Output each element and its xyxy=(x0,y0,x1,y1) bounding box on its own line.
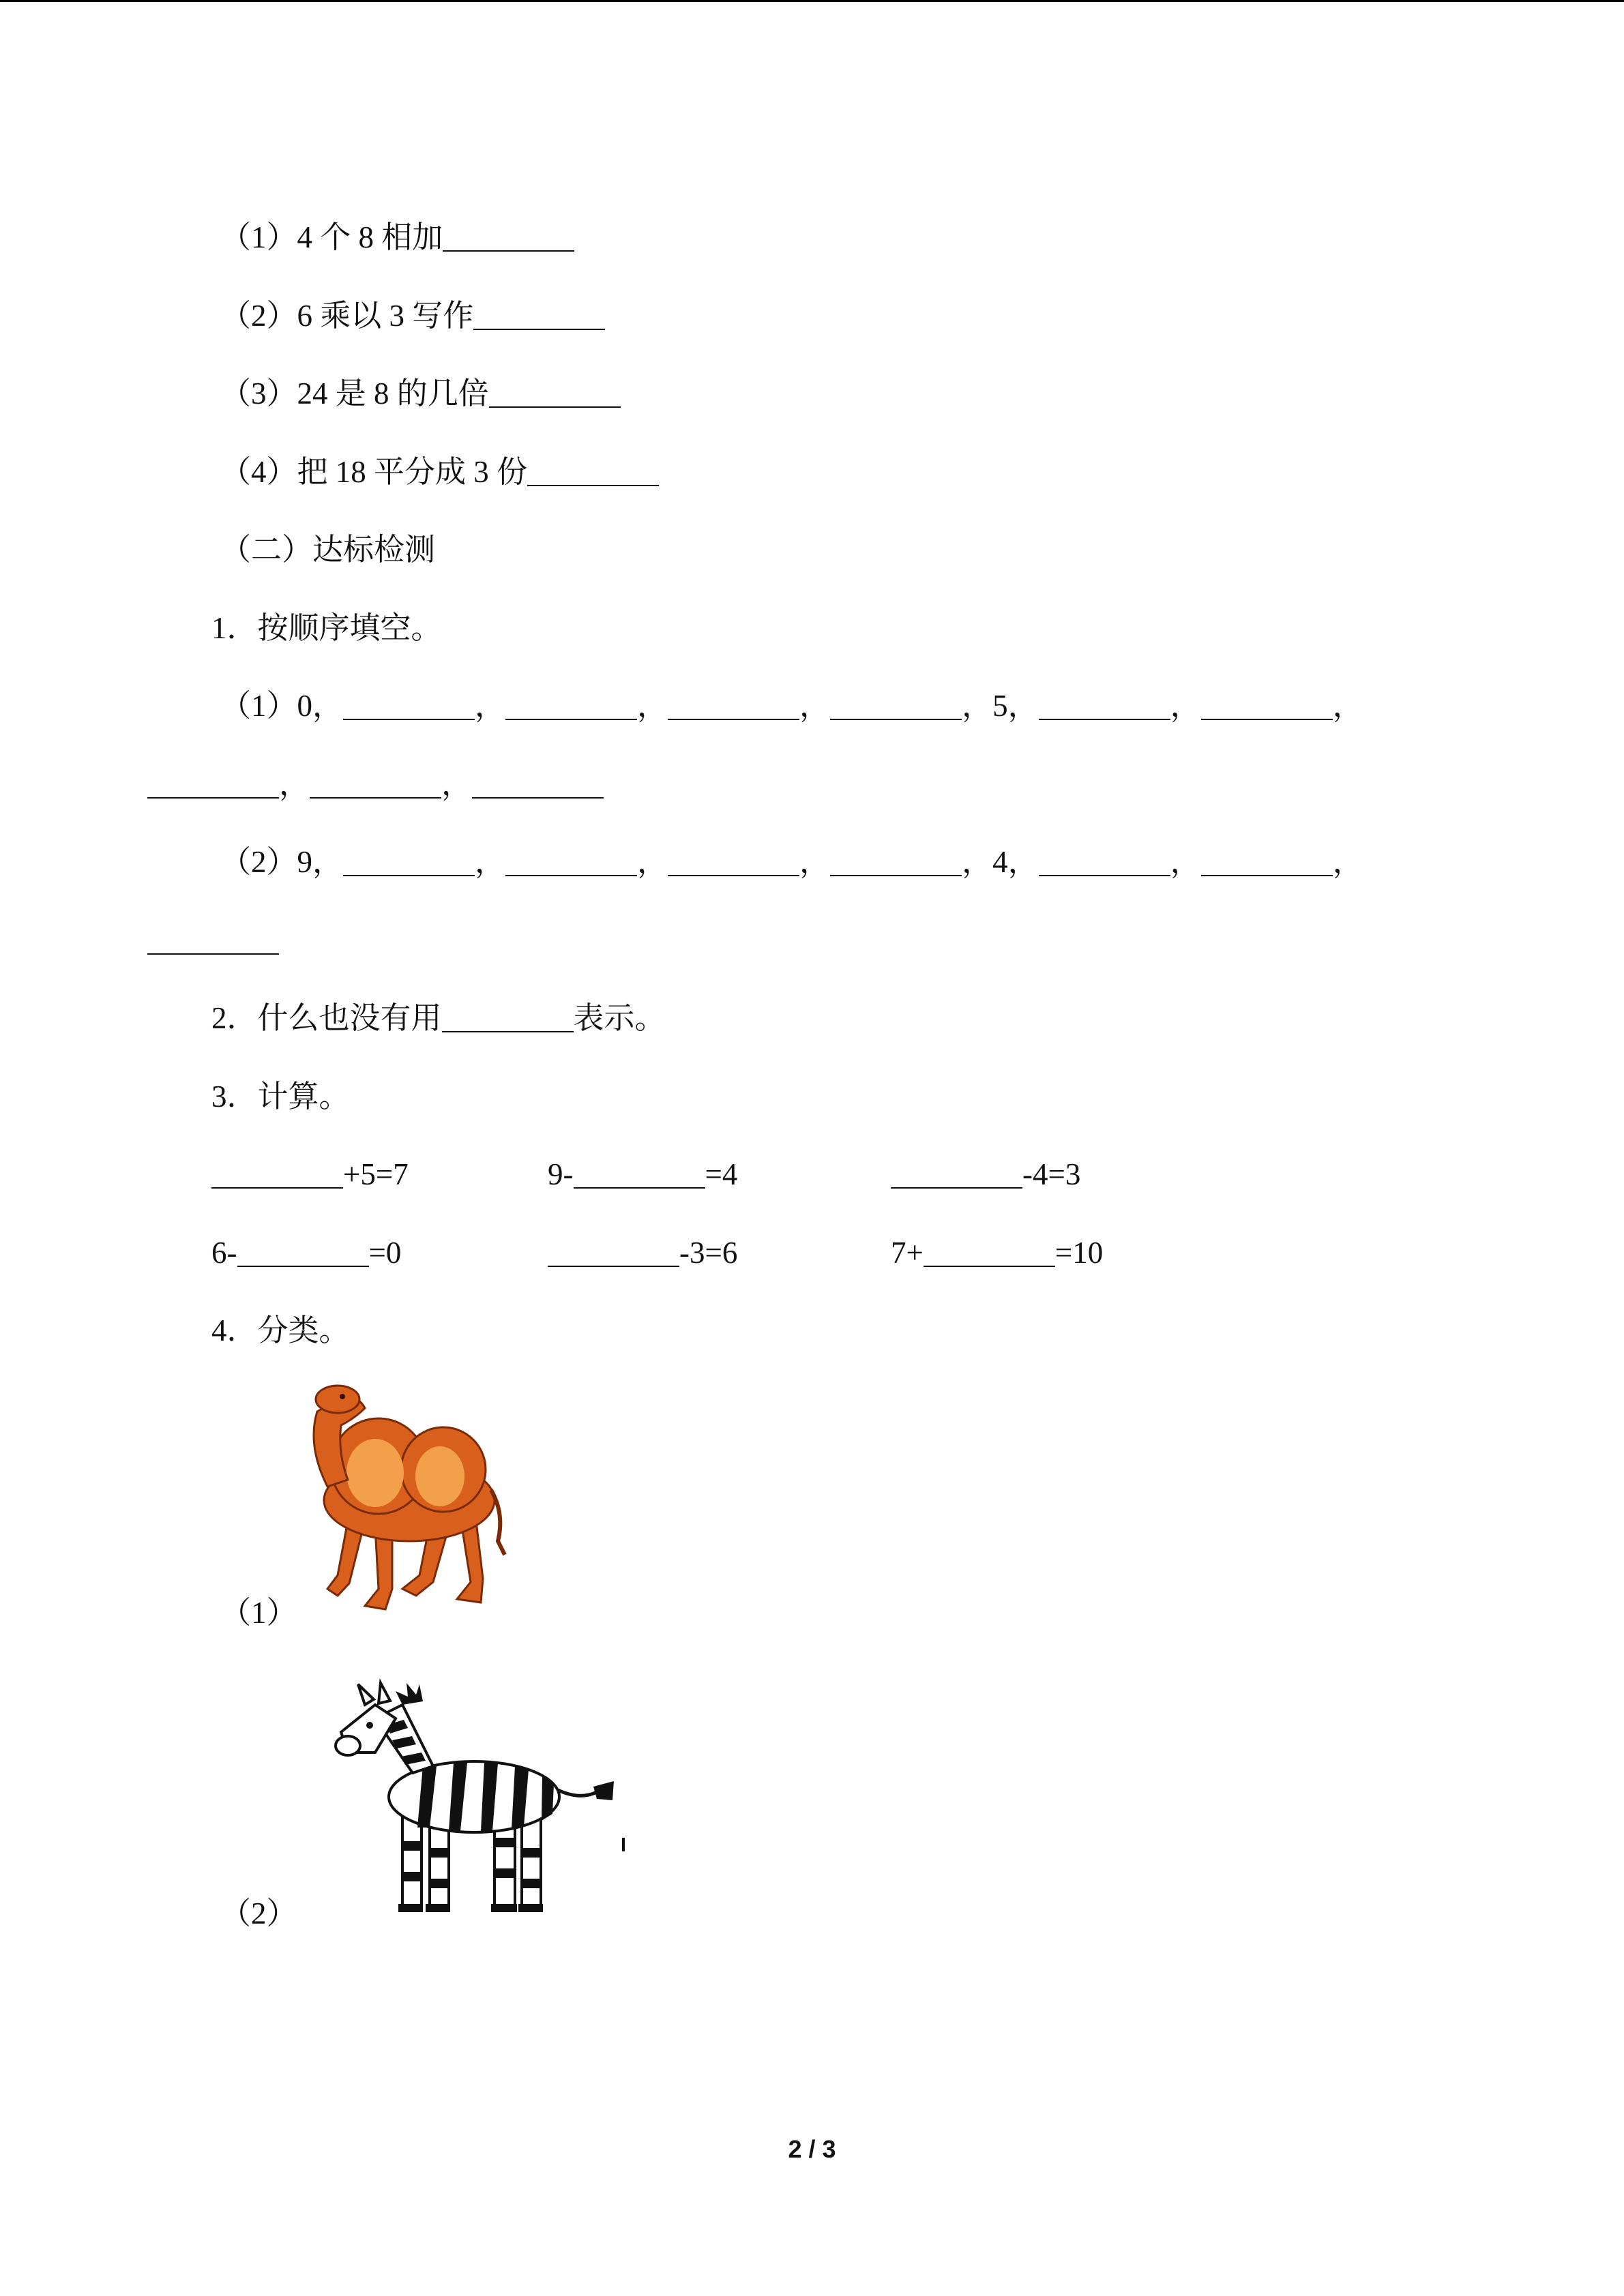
answer-blank[interactable] xyxy=(343,875,475,876)
answer-blank[interactable] xyxy=(489,406,621,408)
q1-row2 xyxy=(220,847,1363,878)
equation-f-tail: =10 xyxy=(1054,1236,1104,1270)
answer-blank[interactable] xyxy=(1039,719,1170,720)
answer-blank[interactable] xyxy=(1039,875,1170,876)
q4-title: 4．分类。 xyxy=(211,1313,350,1347)
answer-blank[interactable] xyxy=(473,329,605,330)
answer-blank[interactable] xyxy=(147,797,279,799)
answer-blank[interactable] xyxy=(527,485,659,486)
section-title: （二）达标检测 xyxy=(220,533,436,567)
comma: ， xyxy=(279,767,310,801)
q1-row1-mid: 5， xyxy=(992,689,1039,723)
comma: ， xyxy=(799,845,831,879)
review-item-1-text: （1）4 个 8 相加 xyxy=(220,220,443,254)
answer-blank[interactable] xyxy=(211,1187,343,1189)
equation-c xyxy=(891,1159,1080,1190)
review-item-2-text: （2）6 乘以 3 写作 xyxy=(220,299,474,333)
comma: ， xyxy=(637,689,668,723)
answer-blank[interactable] xyxy=(574,1187,705,1189)
equation-e-text: -3=6 xyxy=(679,1236,738,1270)
answer-blank[interactable] xyxy=(505,719,637,720)
q2-after: 表示。 xyxy=(573,1001,666,1035)
q1-row1-continued xyxy=(147,769,604,800)
q1-row2-mid: 4， xyxy=(992,845,1039,879)
equation-a xyxy=(211,1159,409,1190)
review-item-4 xyxy=(220,457,659,488)
answer-blank[interactable] xyxy=(668,875,799,876)
page-top-border xyxy=(0,0,1624,2)
answer-blank[interactable] xyxy=(237,1266,369,1267)
answer-blank[interactable] xyxy=(891,1187,1022,1189)
zebra-image xyxy=(327,1678,628,1923)
comma: ， xyxy=(1170,845,1201,879)
q2 xyxy=(211,1003,666,1034)
page-number: 2 / 3 xyxy=(788,2135,836,2163)
comma: ， xyxy=(475,845,506,879)
answer-blank[interactable] xyxy=(830,875,962,876)
q4-label-1: （1） xyxy=(220,1596,297,1630)
q1-row2-continued xyxy=(147,925,279,956)
comma: ， xyxy=(1170,689,1201,723)
q1-row1 xyxy=(220,691,1363,721)
answer-blank[interactable] xyxy=(443,250,574,252)
review-item-1 xyxy=(220,222,574,253)
comma: ， xyxy=(962,845,993,879)
q2-before: 2．什么也没有用 xyxy=(211,1001,442,1035)
answer-blank[interactable] xyxy=(1201,875,1333,876)
comma: ， xyxy=(962,689,993,723)
equation-b-tail: =4 xyxy=(705,1157,738,1191)
comma: ， xyxy=(441,767,473,801)
comma: ， xyxy=(1332,689,1363,723)
q3-title: 3．计算。 xyxy=(211,1079,350,1114)
equation-f xyxy=(891,1238,1103,1268)
answer-blank[interactable] xyxy=(1201,719,1333,720)
equation-e xyxy=(548,1238,737,1268)
answer-blank[interactable] xyxy=(830,719,962,720)
answer-blank[interactable] xyxy=(147,953,279,955)
equation-b-head: 9- xyxy=(548,1157,574,1191)
answer-blank[interactable] xyxy=(505,875,637,876)
answer-blank[interactable] xyxy=(472,797,604,799)
camel-image xyxy=(300,1371,512,1626)
equation-c-text: -4=3 xyxy=(1022,1157,1081,1191)
q1-row2-prefix: （2）9， xyxy=(220,845,344,879)
q4-label-2: （2） xyxy=(220,1896,297,1930)
review-item-4-text: （4）把 18 平分成 3 份 xyxy=(220,455,528,489)
answer-blank[interactable] xyxy=(442,1031,574,1032)
answer-blank[interactable] xyxy=(924,1266,1055,1267)
equation-a-text: +5=7 xyxy=(343,1157,409,1191)
review-item-3 xyxy=(220,378,621,409)
comma: ， xyxy=(799,689,831,723)
answer-blank[interactable] xyxy=(310,797,441,799)
equation-d xyxy=(211,1238,401,1268)
answer-blank[interactable] xyxy=(548,1266,679,1267)
equation-b xyxy=(548,1159,737,1190)
q1-title: 1．按顺序填空。 xyxy=(211,611,442,645)
comma: ， xyxy=(637,845,668,879)
review-item-3-text: （3）24 是 8 的几倍 xyxy=(220,376,489,411)
comma: ， xyxy=(475,689,506,723)
equation-f-head: 7+ xyxy=(891,1236,924,1270)
comma: ， xyxy=(1332,845,1363,879)
answer-blank[interactable] xyxy=(343,719,475,720)
equation-d-head: 6- xyxy=(211,1236,237,1270)
equation-d-tail: =0 xyxy=(368,1236,402,1270)
review-item-2 xyxy=(220,301,605,331)
answer-blank[interactable] xyxy=(668,719,799,720)
q1-row1-prefix: （1）0， xyxy=(220,689,344,723)
